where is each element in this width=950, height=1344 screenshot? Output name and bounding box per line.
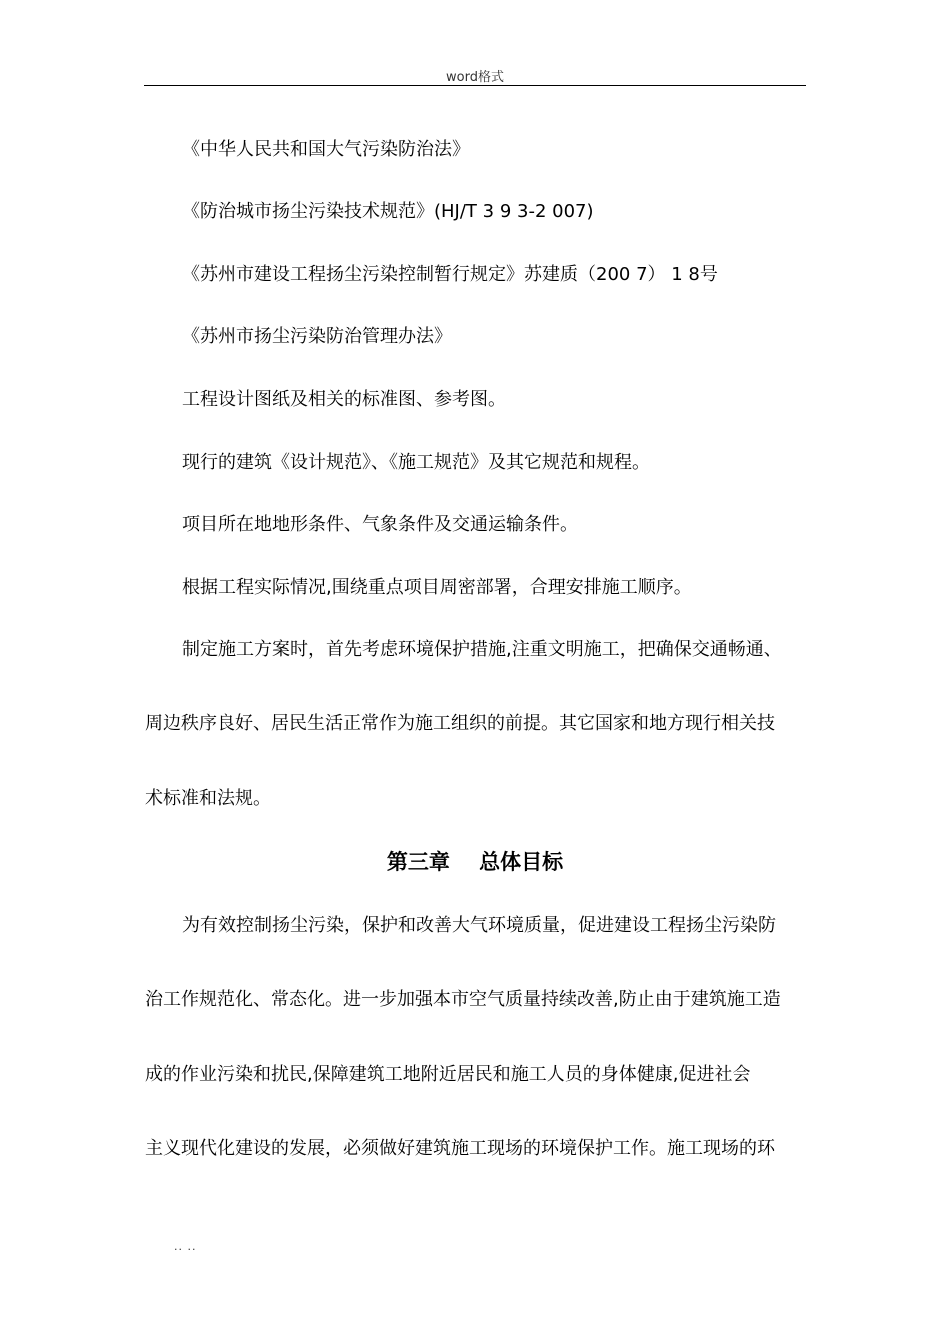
reference-line: 《中华人民共和国大气污染防治法》 (182, 139, 470, 160)
header-divider (144, 85, 806, 86)
reference-line: 现行的建筑《设计规范》、《施工规范》及其它规范和规程。 (182, 452, 650, 473)
paragraph-line: 术标准和法规。 (145, 788, 271, 809)
footer-mark: .. .. (174, 1240, 197, 1253)
paragraph-line: 制定施工方案时，首先考虑环境保护措施,注重文明施工，把确保交通畅通、 (182, 639, 782, 660)
reference-line: 根据工程实际情况,围绕重点项目周密部署，合理安排施工顺序。 (182, 577, 692, 598)
paragraph-line: 主义现代化建设的发展，必须做好建筑施工现场的环境保护工作。施工现场的环 (145, 1138, 775, 1159)
paragraph-line: 为有效控制扬尘污染，保护和改善大气环境质量，促进建设工程扬尘污染防 (182, 915, 776, 936)
paragraph-line: 治工作规范化、常态化。进一步加强本市空气质量持续改善,防止由于建筑施工造 (145, 989, 781, 1010)
reference-line: 《苏州市建设工程扬尘污染控制暂行规定》苏建质（200 7） 1 8号 (182, 264, 718, 285)
paragraph-line: 成的作业污染和扰民,保障建筑工地附近居民和施工人员的身体健康,促进社会 (145, 1064, 751, 1085)
chapter-heading: 第三章 总体目标 (386, 850, 564, 874)
reference-line: 工程设计图纸及相关的标准图、参考图。 (182, 389, 506, 410)
reference-line: 项目所在地地形条件、气象条件及交通运输条件。 (182, 514, 578, 535)
reference-line: 《防治城市扬尘污染技术规范》(HJ/T 3 9 3-2 007) (182, 201, 594, 222)
paragraph-line: 周边秩序良好、居民生活正常作为施工组织的前提。其它国家和地方现行相关技 (145, 713, 775, 734)
page-header: word格式 (446, 70, 504, 85)
reference-line: 《苏州市扬尘污染防治管理办法》 (182, 326, 452, 347)
